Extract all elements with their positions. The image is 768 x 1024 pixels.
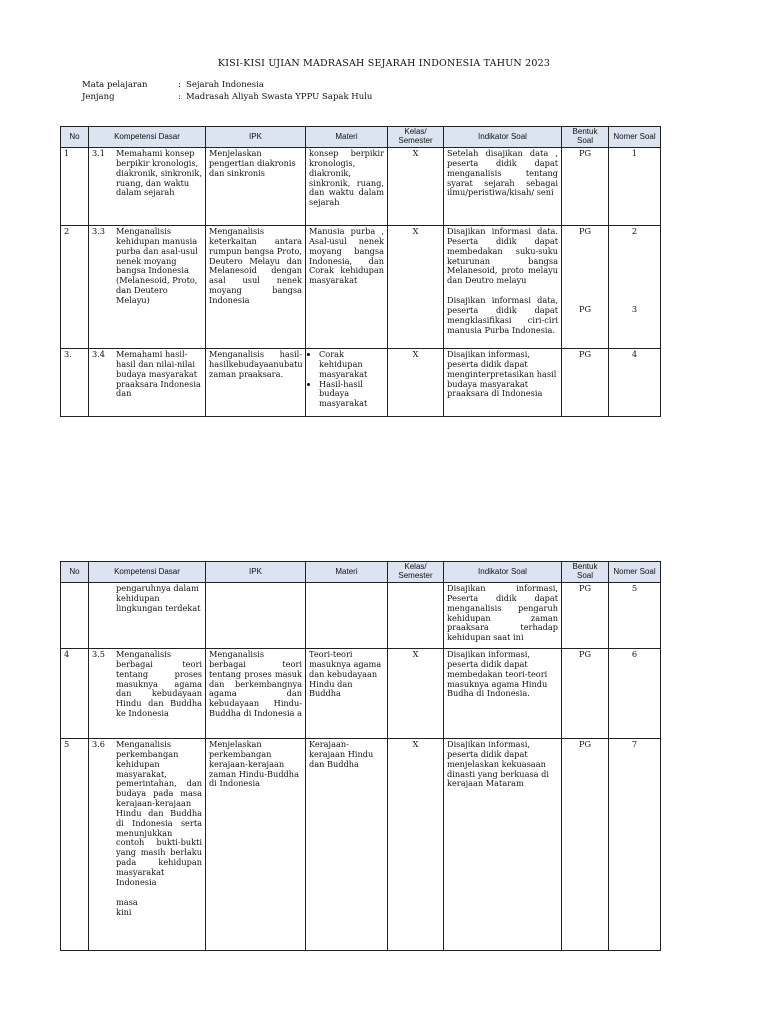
kd-code: 3.5 xyxy=(92,649,106,659)
cell-nomor: 4 xyxy=(609,349,661,417)
table-row xyxy=(61,583,661,649)
indikator-2: Disajikan informasi data, peserta didik dapat mengklasifikasi ciri-ciri manusia Purba Indonesia. xyxy=(447,295,558,335)
cell-indikator: Disajikan informasi, peserta didik dapat menjelaskan kekuasaan dinasti yang berkuasa di kerajaan Mataram xyxy=(444,739,562,951)
cell-no: 1 xyxy=(61,148,89,226)
header-ipk: IPK xyxy=(206,562,306,583)
header-kd: Kompetensi Dasar xyxy=(89,562,206,583)
cell-ipk: Menganalisis berbagai teori tentang proses masuk dan berkembangnya agama dan kebudayaan Hindu-Buddha di Indonesia a xyxy=(206,649,306,739)
level-label: Jenjang xyxy=(82,92,115,102)
cell-materi: Teori-teori masuknya agama dan kebudayaan Hindu dan Buddha xyxy=(306,649,388,739)
meta-level xyxy=(82,92,372,102)
cell-nomor: 5 xyxy=(609,583,661,649)
header-nomor: Nomer Soal xyxy=(609,562,661,583)
cell-indikator: Disajikan informasi, Peserta didik dapat menganalisis pengaruh kehidupan zaman praaksara terhadap kehidupan saat ini xyxy=(444,583,562,649)
cell-materi: Manusia purba , Asal-usul nenek moyang bangsa Indonesia, dan Corak kehidupan masyarakat xyxy=(306,226,388,349)
cell-nomor: 1 xyxy=(609,148,661,226)
cell-ipk xyxy=(206,583,306,649)
subject-label: Mata pelajaran xyxy=(82,80,148,90)
cell-indikator: Disajikan informasi, peserta didik dapat menginterpretasikan hasil budaya masyarakat praaksara di Indonesia xyxy=(444,349,562,417)
table-header-row xyxy=(61,127,661,148)
level-value: Madrasah Aliyah Swasta YPPU Sapak Hulu xyxy=(186,92,373,102)
header-no: No xyxy=(61,562,89,583)
cell-materi: Kerajaan-kerajaan Hindu dan Buddha xyxy=(306,739,388,951)
table-row xyxy=(61,349,661,417)
cell-indikator xyxy=(444,226,562,349)
cell-no: 2 xyxy=(61,226,89,349)
bentuk-2: PG xyxy=(578,303,592,314)
table-row xyxy=(61,739,661,951)
table-row xyxy=(61,148,661,226)
header-kelas: Kelas/ Semester xyxy=(388,127,444,148)
nomor-1: 2 xyxy=(631,226,638,236)
kd-text: Menganalisis berbagai teori tentang proses masuknya agama dan kebudayaan Hindu dan Buddha ke Indonesia xyxy=(116,649,202,719)
header-kd: Kompetensi Dasar xyxy=(89,127,206,148)
cell-kd xyxy=(89,583,206,649)
kd-text: Menganalisis kehidupan manusia purba dan asal-usul nenek moyang bangsa Indonesia (Melanesoid, Proto, dan Deutero Melayu) xyxy=(116,226,198,305)
header-nomor: Nomer Soal xyxy=(609,127,661,148)
cell-no xyxy=(61,583,89,649)
kd-code: 3.3 xyxy=(92,226,106,236)
cell-kelas: X xyxy=(388,226,444,349)
kd-text-continued: masa kini xyxy=(116,896,138,917)
subject-value: Sejarah Indonesia xyxy=(186,80,264,90)
bentuk-1: PG xyxy=(578,226,592,236)
cell-ipk: Menjelaskan pengertian diakronis dan sinkronis xyxy=(206,148,306,226)
subject-colon: : xyxy=(178,80,181,90)
cell-kd xyxy=(89,349,206,417)
cell-indikator: Disajikan informasi, peserta didik dapat membedakan teori-teori masuknya agama Hindu Budha di Indonesia. xyxy=(444,649,562,739)
cell-bentuk: PG xyxy=(562,649,609,739)
header-indikator: Indikator Soal xyxy=(444,127,562,148)
header-indikator: Indikator Soal xyxy=(444,562,562,583)
cell-nomor: 6 xyxy=(609,649,661,739)
cell-materi xyxy=(306,349,388,417)
cell-kelas: X xyxy=(388,739,444,951)
header-ipk: IPK xyxy=(206,127,306,148)
cell-materi: konsep berpikir kronologis, diakronik, sinkronik, ruang, dan waktu dalam sejarah xyxy=(306,148,388,226)
kisi-table-1 xyxy=(60,126,661,417)
cell-no: 4 xyxy=(61,649,89,739)
cell-ipk: Menganalisis keterkaitan antara rumpun bangsa Proto, Deutero Melayu dan Melanesoid dengan asal usul nenek moyang bangsa Indonesia xyxy=(206,226,306,349)
cell-kd xyxy=(89,739,206,951)
cell-no: 5 xyxy=(61,739,89,951)
cell-ipk: Menjelaskan perkembangan kerajaan-kerajaan zaman Hindu-Buddha di Indonesia xyxy=(206,739,306,951)
cell-kelas xyxy=(388,583,444,649)
cell-kd xyxy=(89,148,206,226)
cell-nomor: 7 xyxy=(609,739,661,951)
cell-materi xyxy=(306,583,388,649)
cell-nomor xyxy=(609,226,661,349)
indikator-1: Disajikan informasi data. Peserta didik dapat membedakan suku-suku keturunan bangsa Melanesoid, proto melayu dan Deutro melayu xyxy=(447,226,558,286)
table-row xyxy=(61,226,661,349)
header-bentuk: Bentuk Soal xyxy=(562,127,609,148)
materi-item: • Corak kehidupan masyarakat xyxy=(319,350,384,380)
materi-item: • Hasil-hasil budaya masyarakat xyxy=(319,380,384,410)
header-materi: Materi xyxy=(306,562,388,583)
header-no: No xyxy=(61,127,89,148)
table-header-row xyxy=(61,562,661,583)
table-row xyxy=(61,649,661,739)
cell-bentuk: PG xyxy=(562,583,609,649)
header-materi: Materi xyxy=(306,127,388,148)
cell-kd xyxy=(89,649,206,739)
cell-kelas: X xyxy=(388,148,444,226)
cell-no: 3. xyxy=(61,349,89,417)
cell-bentuk: PG xyxy=(562,739,609,951)
cell-kelas: X xyxy=(388,349,444,417)
kd-text: Memahami konsep berpikir kronologis, diakronik, sinkronik, ruang, dan waktu dalam sejarah xyxy=(116,148,202,198)
kd-text: Memahami hasil-hasil dan nilai-nilai budaya masyarakat praaksara Indonesia dan xyxy=(116,349,201,399)
cell-kd xyxy=(89,226,206,349)
header-bentuk: Bentuk Soal xyxy=(562,562,609,583)
cell-bentuk: PG xyxy=(562,349,609,417)
kd-code: 3.6 xyxy=(92,739,106,749)
kisi-table-2 xyxy=(60,561,661,951)
meta-subject xyxy=(82,80,264,90)
nomor-2: 3 xyxy=(631,303,638,314)
cell-ipk: Menganalisis hasil-hasilkebudayaanubatu zaman praaksara. xyxy=(206,349,306,417)
level-colon: : xyxy=(178,92,181,102)
kd-text: pengaruhnya dalam kehidupan lingkungan terdekat xyxy=(116,583,201,613)
kd-code: 3.1 xyxy=(92,148,106,158)
kd-text: Menganalisis perkembangan kehidupan masyarakat, pemerintahan, dan budaya pada masa kerajaan-kerajaan Hindu dan Buddha di Indonesia serta menunjukkan contoh bukti-bukti yang masih berlaku pada kehidupan masyarakat Indonesia xyxy=(116,739,202,887)
cell-kelas: X xyxy=(388,649,444,739)
cell-indikator: Setelah disajikan data , peserta didik dapat menganalisis tentang syarat sejarah sebagai ilmu/peristiwa/kisah/ seni xyxy=(444,148,562,226)
kd-code: 3.4 xyxy=(92,349,106,359)
cell-bentuk: PG xyxy=(562,148,609,226)
cell-bentuk xyxy=(562,226,609,349)
document-title: KISI-KISI UJIAN MADRASAH SEJARAH INDONESIA TAHUN 2023 xyxy=(217,58,551,69)
header-kelas: Kelas/ Semester xyxy=(388,562,444,583)
